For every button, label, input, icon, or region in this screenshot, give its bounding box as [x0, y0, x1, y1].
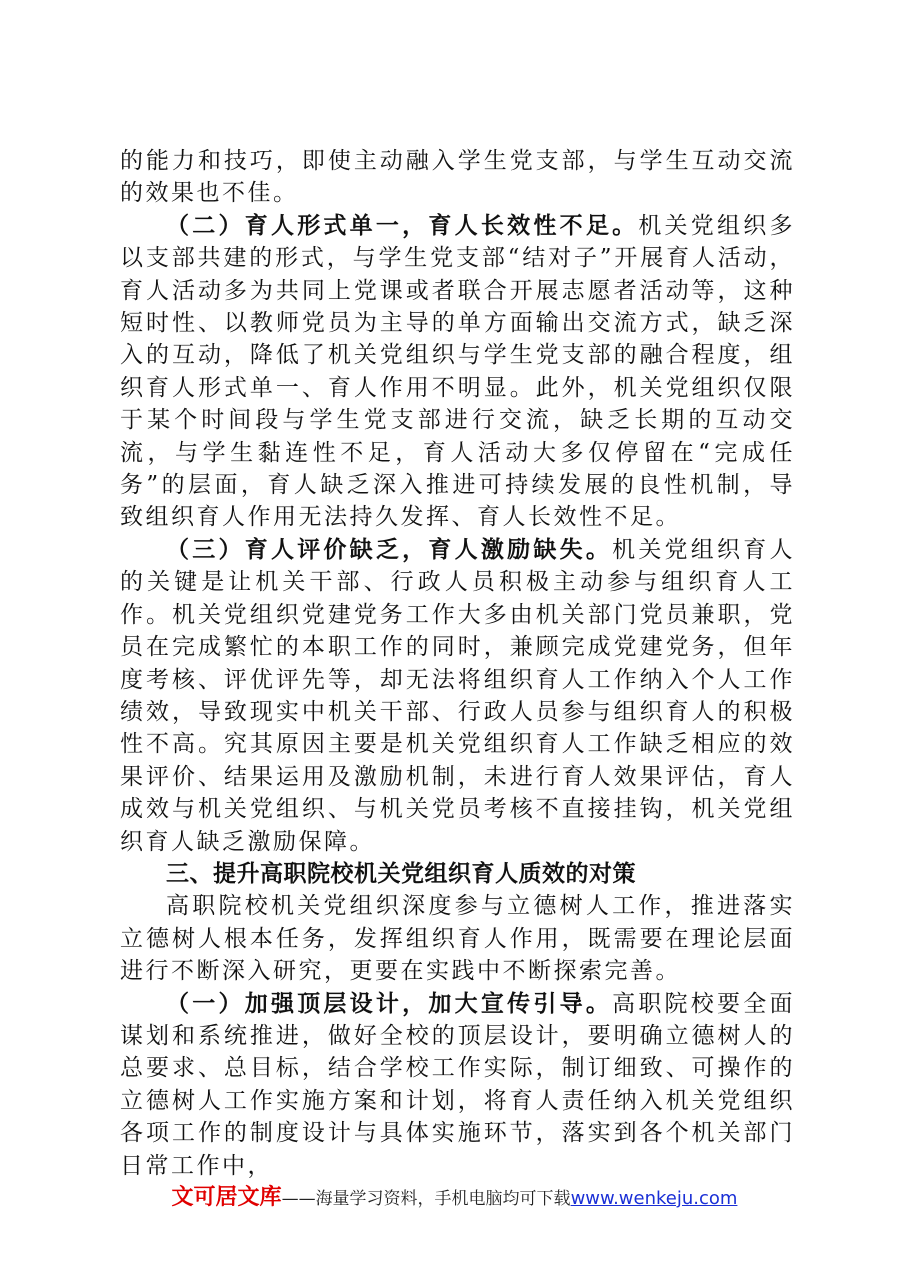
paragraph-subsection-1: [120, 988, 795, 1182]
paragraph-text: 机关党组织多以支部共建的形式，与学生党支部“结对子”开展育人活动，育人活动多为共同上党课或者联合开展志愿者活动等，这种短时性、以教师党员为主导的单方面输出交流方式，缺乏深入的互动，降低了机关党组织与学生党支部的融合程度，组织育人形式单一、育人作用不明显。此外，机关党组织仅限于某个时间段与学生党支部进行交流，缺乏长期的互动交流，与学生黏连性不足，育人活动大多仅停留在“完成任务”的层面，育人缺乏深入推进可持续发展的良性机制，导致组织育人作用无法持久发挥、育人长效性不足。: [120, 212, 796, 531]
footer-brand: 文可居文库: [171, 1184, 282, 1210]
paragraph-continuation: [120, 145, 795, 210]
subsection-heading: （二）育人形式单一，育人长效性不足。: [166, 211, 639, 239]
footer-banner: [0, 1180, 909, 1211]
paragraph-subsection-3: [120, 534, 795, 858]
footer-link[interactable]: www.wenkeju.com: [570, 1188, 738, 1209]
document-body: [120, 145, 795, 1182]
paragraph-section-intro: [120, 890, 795, 987]
section-heading: 三、提升高职院校机关党组织育人质效的对策: [166, 860, 636, 887]
paragraph-subsection-2: [120, 210, 795, 534]
subsection-heading: （一）加强顶层设计，加大宣传引导。: [166, 989, 613, 1017]
paragraph-text: 机关党组织育人的关键是让机关干部、行政人员积极主动参与组织育人工作。机关党组织党建党务工作大多由机关部门党员兼职，党员在完成繁忙的本职工作的同时，兼顾完成党建党务，但年度考核、评优评先等，却无法将组织育人工作纳入个人工作绩效，导致现实中机关干部、行政人员参与组织育人的积极性不高。究其原因主要是机关党组织育人工作缺乏相应的效果评价、结果运用及激励机制，未进行育人效果评估，育人成效与机关党组织、与机关党员考核不直接挂钩，机关党组织育人缺乏激励保障。: [120, 536, 796, 855]
paragraph-text: 高职院校要全面谋划和系统推进，做好全校的顶层设计，要明确立德树人的总要求、总目标，结合学校工作实际，制订细致、可操作的立德树人工作实施方案和计划，将育人责任纳入机关党组织各项工作的制度设计与具体实施环节，落实到各个机关部门日常工作中，: [120, 990, 796, 1179]
subsection-heading: （三）育人评价缺乏，育人激励缺失。: [166, 535, 613, 563]
paragraph-text: 的能力和技巧，即使主动融入学生党支部，与学生互动交流的效果也不佳。: [120, 148, 795, 207]
paragraph-text: 高职院校机关党组织深度参与立德树人工作，推进落实立德树人根本任务，发挥组织育人作用，既需要在理论层面进行不断深入研究，更要在实践中不断探索完善。: [120, 893, 795, 985]
footer-slogan: ——海量学习资料，手机电脑均可下载: [281, 1189, 571, 1209]
